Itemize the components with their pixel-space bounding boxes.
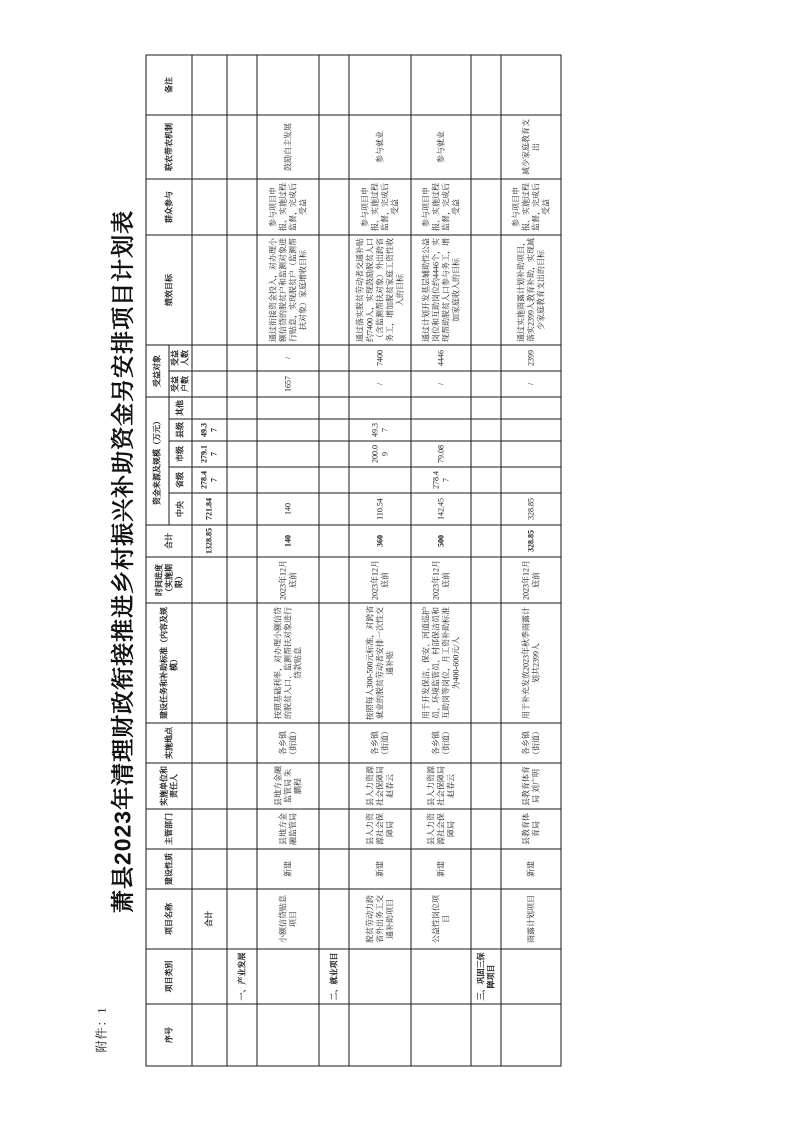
col-header: 建设任务和补助标准（内容及规模） [146,603,192,723]
cell-r6-c11 [471,467,501,493]
cell-r5-c2: 公益性岗位项目 [411,889,471,949]
col-header: 项目类别 [146,949,192,1004]
cell-r4-c5: 县人力资源社会保障局 赵春云 [349,763,411,809]
cell-r3-c12 [319,441,349,467]
cell-r7-c8: 2023年12月底前 [501,557,561,603]
cell-r2-c3: 新建 [257,849,319,889]
cell-r0-c3 [192,849,227,889]
cell-r1-c1: 一、产业发展 [227,949,257,1004]
cell-r7-c6: 各乡镇（街道） [501,723,561,763]
cell-r3-c18 [319,178,349,234]
cell-r4-c11 [349,467,411,493]
cell-r3-c9 [319,525,349,557]
attachment-label: 附件：1 [94,1005,108,1052]
cell-r4-c0 [349,1004,411,1066]
cell-r3-c20 [319,54,349,114]
col-header: 受益对象 [146,344,169,396]
cell-r4-c19: 参与就业 [349,114,411,178]
cell-r5-c5: 县人力资源社会保障局 赵春云 [411,763,471,809]
cell-r6-c2 [471,889,501,949]
cell-r5-c4: 县人力资源社会保障局 [411,809,471,849]
cell-r2-c13 [257,419,319,441]
cell-r6-c3 [471,849,501,889]
cell-r5-c9: 500 [411,525,471,557]
cell-r3-c17 [319,234,349,344]
col-header: 群众参与 [146,178,192,234]
cell-r6-c6 [471,723,501,763]
cell-r3-c2 [319,889,349,949]
cell-r1-c20 [227,54,257,114]
cell-r5-c12: 79.08 [411,441,471,467]
cell-r3-c5 [319,763,349,809]
cell-r0-c11: 278.47 [192,467,227,493]
cell-r3-c1: 二、就业项目 [319,949,349,1004]
cell-r1-c10 [227,493,257,525]
cell-r5-c8: 2023年12月底前 [411,557,471,603]
col-subheader: 中央 [169,493,192,525]
cell-r3-c7 [319,603,349,723]
col-header: 联农带农机制 [146,114,192,178]
cell-r7-c13 [501,419,561,441]
cell-r1-c5 [227,763,257,809]
cell-r7-c4: 县教育体育局 [501,809,561,849]
col-header: 实施地点 [146,723,192,763]
cell-r4-c16: 7400 [349,344,411,370]
cell-r6-c17 [471,234,501,344]
cell-r4-c6: 各乡镇（街道） [349,723,411,763]
cell-r5-c7: 用于开发保洁、保安、河道巡护员、环境监管员、村部保洁员和互助岗等岗位，月工资补助标准为400-600元/人 [411,603,471,723]
cell-r4-c13: 49.37 [349,419,411,441]
cell-r2-c0 [257,1004,319,1066]
cell-r7-c14 [501,396,561,418]
cell-r0-c15 [192,370,227,396]
cell-r4-c20 [349,54,411,114]
cell-r1-c11 [227,467,257,493]
cell-r5-c1 [411,949,471,1004]
cell-r3-c6 [319,723,349,763]
col-header: 建设性质 [146,849,192,889]
col-subheader: 县级 [169,419,192,441]
cell-r0-c7 [192,603,227,723]
cell-r4-c10: 110.54 [349,493,411,525]
table-row [471,54,501,1065]
cell-r5-c10: 142.45 [411,493,471,525]
cell-r5-c20 [411,54,471,114]
cell-r1-c12 [227,441,257,467]
cell-r1-c7 [227,603,257,723]
col-header: 实施单位和责任人 [146,763,192,809]
table-row [411,54,471,1065]
table-row [257,54,319,1065]
cell-r2-c5: 县地方金融监管局 朱鹏程 [257,763,319,809]
cell-r2-c6: 各乡镇（街道） [257,723,319,763]
cell-r6-c16 [471,344,501,370]
cell-r1-c4 [227,809,257,849]
cell-r1-c8 [227,557,257,603]
cell-r7-c15: / [501,370,561,396]
cell-r6-c18 [471,178,501,234]
cell-r2-c20 [257,54,319,114]
cell-r4-c17: 通过落实脱贫劳动者交通补贴约7400人，实现鼓励脱贫人口（含监测帮扶对象）外出跨省务工，增加脱贫家庭工资性收入的目标 [349,234,411,344]
cell-r5-c19: 参与就业 [411,114,471,178]
col-header: 主管部门 [146,809,192,849]
cell-r4-c9: 360 [349,525,411,557]
cell-r0-c0 [192,1004,227,1066]
cell-r2-c1 [257,949,319,1004]
cell-r1-c15 [227,370,257,396]
col-header: 序号 [146,1004,192,1066]
cell-r3-c0 [319,1004,349,1066]
cell-r6-c12 [471,441,501,467]
cell-r7-c16: 2399 [501,344,561,370]
cell-r5-c3: 新建 [411,849,471,889]
col-subheader: 市级 [169,441,192,467]
cell-r4-c18: 参与项目申报、实施过程监督，完成后受益 [349,178,411,234]
cell-r2-c11 [257,467,319,493]
cell-r0-c4 [192,809,227,849]
cell-r2-c15: 1657 [257,370,319,396]
cell-r2-c9: 140 [257,525,319,557]
cell-r7-c7: 用于补充发放2023年秋季雨露计划共2399人 [501,603,561,723]
cell-r7-c3: 新建 [501,849,561,889]
cell-r6-c8 [471,557,501,603]
cell-r3-c3 [319,849,349,889]
cell-r1-c2 [227,889,257,949]
cell-r6-c7 [471,603,501,723]
cell-r7-c17: 通过实施雨露计划补助项目，落实2399人教育补助，实现减少家庭教育支出的目标 [501,234,561,344]
cell-r3-c11 [319,467,349,493]
cell-r2-c4: 县地方金融监管局 [257,809,319,849]
cell-r0-c1 [192,949,227,1004]
col-header: 备注 [146,54,192,114]
cell-r6-c14 [471,396,501,418]
cell-r0-c10: 721.84 [192,493,227,525]
cell-r3-c10 [319,493,349,525]
cell-r4-c1 [349,949,411,1004]
cell-r1-c14 [227,396,257,418]
table-row [192,54,227,1065]
cell-r0-c16 [192,344,227,370]
cell-r6-c20 [471,54,501,114]
col-subheader: 受益人数 [169,344,192,370]
cell-r7-c18: 参与项目申报、实施过程监督，完成后受益 [501,178,561,234]
cell-r7-c10: 328.85 [501,493,561,525]
cell-r1-c3 [227,849,257,889]
cell-r2-c16: / [257,344,319,370]
cell-r0-c19 [192,114,227,178]
table-row [501,54,561,1065]
cell-r6-c0 [471,1004,501,1066]
cell-r1-c13 [227,419,257,441]
col-header: 绩效目标 [146,234,192,344]
cell-r6-c13 [471,419,501,441]
cell-r6-c1: 三、巩固三保障项目 [471,949,501,1004]
cell-r6-c19 [471,114,501,178]
cell-r6-c9 [471,525,501,557]
cell-r5-c13 [411,419,471,441]
col-header: 项目名称 [146,889,192,949]
cell-r7-c19: 减少家庭教育支出 [501,114,561,178]
cell-r2-c19: 鼓励自主发展 [257,114,319,178]
cell-r5-c11: 278.47 [411,467,471,493]
cell-r6-c15 [471,370,501,396]
cell-r7-c1 [501,949,561,1004]
cell-r5-c16: 4446 [411,344,471,370]
cell-r6-c5 [471,763,501,809]
cell-r2-c7: 按照基础利率，对办理小额信贷的脱贫人口、监测帮扶对象进行贷款贴息 [257,603,319,723]
cell-r2-c18: 参与项目申报、实施过程监督，完成后受益 [257,178,319,234]
cell-r2-c17: 通过衔接资金投入，对办理小额信贷的脱贫户和监测对象进行贴息，实现脱贫户（监测帮扶对象）家庭增收目标 [257,234,319,344]
cell-r7-c11 [501,467,561,493]
cell-r0-c5 [192,763,227,809]
cell-r4-c14 [349,396,411,418]
cell-r5-c17: 通过计划开发基层辅助性公益岗位和互助岗位约4446个，实现帮助脱贫人口参与务工，增加家庭收入的目标 [411,234,471,344]
cell-r7-c20 [501,54,561,114]
cell-r6-c4 [471,809,501,849]
cell-r2-c12 [257,441,319,467]
cell-r2-c8: 2023年12月底前 [257,557,319,603]
cell-r5-c6: 各乡镇（街道） [411,723,471,763]
col-header: 合计 [146,525,192,557]
cell-r1-c16 [227,344,257,370]
page-title: 萧县2023年清理财政衔接推进乡村振兴补助资金另安排项目计划表 [109,209,135,913]
col-header: 时间进度（实施期限） [146,557,192,603]
cell-r0-c18 [192,178,227,234]
cell-r2-c10: 140 [257,493,319,525]
cell-r3-c13 [319,419,349,441]
cell-r0-c20 [192,54,227,114]
cell-r5-c15: / [411,370,471,396]
cell-r4-c4: 县人力资源社会保障局 [349,809,411,849]
cell-r7-c2: 雨露计划项目 [501,889,561,949]
cell-r1-c9 [227,525,257,557]
cell-r4-c7: 按照每人300-500元标准，对跨省就业的脱贫劳动者安排一次性交通补贴 [349,603,411,723]
table-row [319,54,349,1065]
cell-r4-c12: 200.09 [349,441,411,467]
cell-r3-c19 [319,114,349,178]
cell-r0-c14 [192,396,227,418]
cell-r3-c4 [319,809,349,849]
cell-r5-c0 [411,1004,471,1066]
cell-r3-c8 [319,557,349,603]
cell-r4-c8: 2023年12月底前 [349,557,411,603]
cell-r1-c19 [227,114,257,178]
cell-r0-c12: 279.17 [192,441,227,467]
cell-r7-c5: 县教育体育局 刘广明 [501,763,561,809]
cell-r0-c17 [192,234,227,344]
cell-r2-c2: 小额信贷贴息项目 [257,889,319,949]
cell-r0-c8 [192,557,227,603]
cell-r4-c2: 脱贫劳动力跨省外出务工交通补助项目 [349,889,411,949]
cell-r4-c3: 新建 [349,849,411,889]
col-header: 资金来源及规模（万元） [146,396,169,524]
cell-r1-c18 [227,178,257,234]
cell-r0-c9: 1328.85 [192,525,227,557]
col-subheader: 受益户数 [169,370,192,396]
project-plan-table [145,54,561,1066]
cell-r5-c14 [411,396,471,418]
table-row [349,54,411,1065]
cell-r2-c14 [257,396,319,418]
cell-r7-c12 [501,441,561,467]
cell-r1-c17 [227,234,257,344]
cell-r0-c2: 合计 [192,889,227,949]
cell-r7-c9: 328.85 [501,525,561,557]
cell-r1-c0 [227,1004,257,1066]
cell-r3-c16 [319,344,349,370]
table-row [227,54,257,1065]
cell-r7-c0 [501,1004,561,1066]
cell-r3-c14 [319,396,349,418]
cell-r0-c13: 49.37 [192,419,227,441]
cell-r6-c10 [471,493,501,525]
col-subheader: 省级 [169,467,192,493]
col-subheader: 其他 [169,396,192,418]
cell-r1-c6 [227,723,257,763]
cell-r4-c15: / [349,370,411,396]
cell-r0-c6 [192,723,227,763]
cell-r5-c18: 参与项目申报、实施过程监督，完成后受益 [411,178,471,234]
cell-r3-c15 [319,370,349,396]
